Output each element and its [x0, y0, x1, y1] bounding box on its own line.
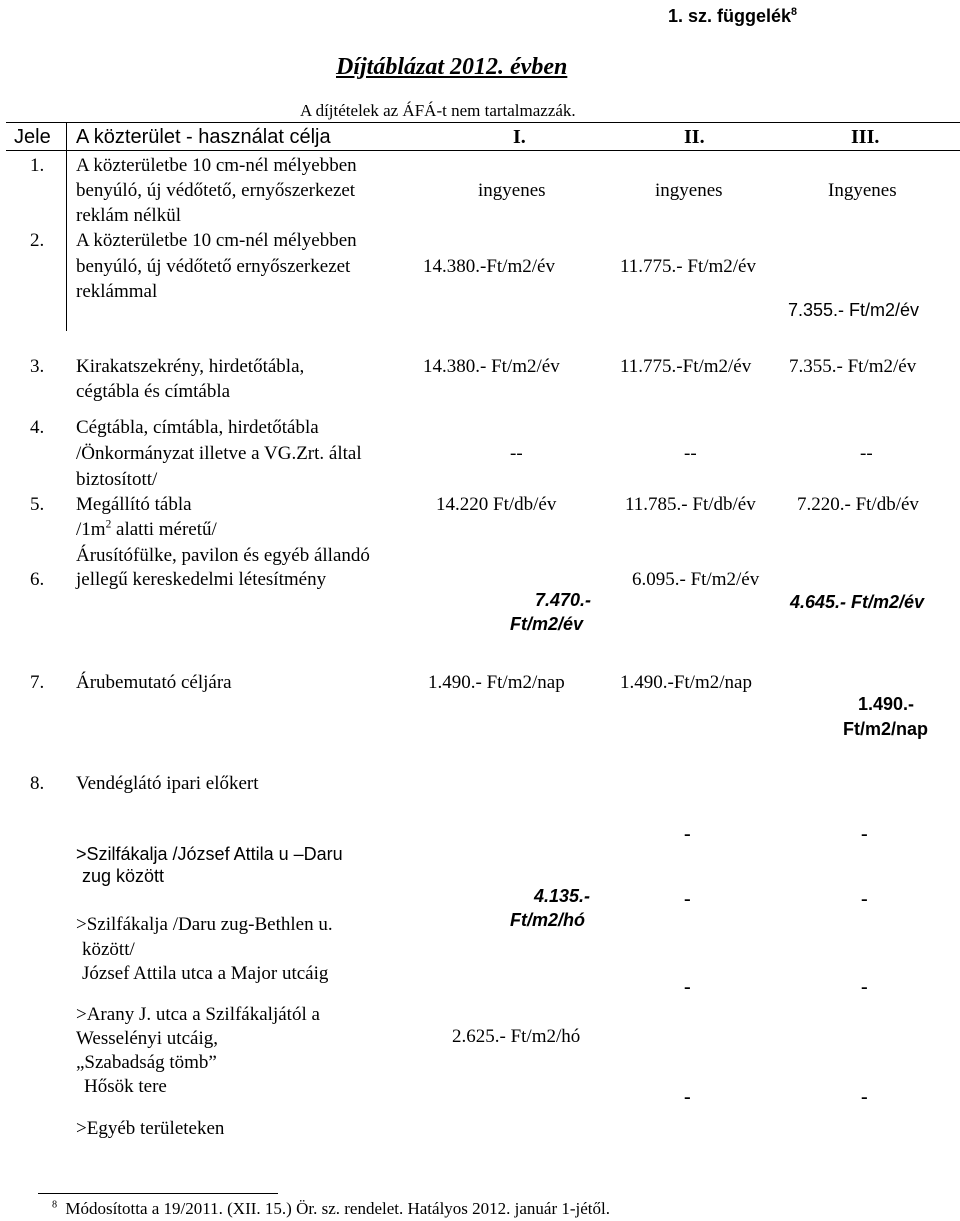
header-col-3: III. — [851, 126, 880, 148]
fee-col-2: ingyenes — [655, 180, 723, 201]
row-label-line: reklámmal — [76, 281, 158, 302]
footnote-text: Módosította a 19/2011. (XII. 15.) Ör. sz. rendelet. Hatályos 2012. január 1-jétől. — [65, 1199, 611, 1218]
fee-col-3: 1.490.- — [858, 694, 915, 714]
row-label-line: A közterületbe 10 cm-nél mélyebben — [76, 230, 357, 251]
fee-col-2: -- — [684, 443, 697, 464]
fee-col-3-dash: - — [861, 888, 868, 910]
fee-col-3: Ft/m2/nap — [843, 719, 929, 739]
row-number: 6. — [30, 569, 45, 590]
row-label-line: Cégtábla, címtábla, hirdetőtábla — [76, 417, 319, 438]
fee-col-3: Ingyenes — [828, 180, 897, 201]
subarea-line: Wesselényi utcáig, — [76, 1028, 218, 1049]
fee-col-2: 6.095.- Ft/m2/év — [632, 569, 760, 590]
subarea-line: >Egyéb területeken — [76, 1118, 225, 1139]
fee-col-2: 11.775.-Ft/m2/év — [620, 356, 752, 377]
table-col-divider — [66, 123, 67, 331]
row-label-line: Vendéglátó ipari előkert — [76, 773, 259, 794]
fee-col-1: 2.625.- Ft/m2/hó — [452, 1026, 581, 1047]
row-label-line: benyúló, új védőtető, ernyőszerkezet — [76, 180, 356, 201]
row-label-line: benyúló, új védőtető ernyőszerkezet — [76, 256, 351, 277]
fee-col-3: -- — [860, 443, 873, 464]
fee-col-3-dash: - — [861, 976, 868, 998]
table-top-border — [6, 122, 960, 123]
row-number: 2. — [30, 230, 45, 251]
header-purpose: A közterület - használat célja — [76, 126, 331, 148]
appendix-label: 1. sz. függelék$^8$ — [668, 6, 798, 26]
row-label-line: A közterületbe 10 cm-nél mélyebben — [76, 155, 357, 176]
fee-col-1: 4.135.- — [534, 886, 591, 906]
fee-col-2-dash: - — [684, 976, 691, 998]
row-number: 5. — [30, 494, 45, 515]
fee-col-3-dash: - — [861, 823, 868, 845]
subarea-line: Hősök tere — [84, 1076, 167, 1097]
appendix-footnote-mark: 8 — [791, 6, 798, 18]
row-number: 7. — [30, 672, 45, 693]
fee-col-1: ingyenes — [478, 180, 546, 201]
header-col-1: I. — [513, 126, 526, 148]
row-label-line: Árusítófülke, pavilon és egyéb állandó — [76, 545, 370, 566]
fee-col-2: 11.775.- Ft/m2/év — [620, 256, 756, 277]
fee-col-1: 14.220 Ft/db/év — [436, 494, 557, 515]
row-label-line: /Önkormányzat illetve a VG.Zrt. által — [76, 443, 362, 464]
row-label-line: reklám nélkül — [76, 205, 181, 226]
subarea-line: >Szilfákalja /Daru zug-Bethlen u. — [76, 914, 333, 935]
row-label-line: cégtábla és címtábla — [76, 381, 231, 402]
subarea-line: >Arany J. utca a Szilfákaljától a — [76, 1004, 320, 1025]
fee-col-1: Ft/m2/hó — [510, 910, 585, 930]
fee-col-1: 14.380.-Ft/m2/év — [423, 256, 555, 277]
fee-col-1: -- — [510, 443, 523, 464]
row-label-line: $/1m^2$ alatti méretű/ — [76, 518, 217, 540]
footnote — [52, 1199, 610, 1219]
row-label-line: Árubemutató céljára — [76, 672, 232, 693]
subarea-line: között/ — [82, 939, 135, 960]
fee-col-1: 14.380.- Ft/m2/év — [423, 356, 560, 377]
subarea-line: „Szabadság tömb” — [76, 1052, 217, 1073]
fee-col-2: 1.490.-Ft/m2/nap — [620, 672, 752, 693]
fee-col-3: 7.355.- Ft/m2/év — [789, 356, 917, 377]
header-code: Jele — [14, 126, 51, 148]
table-header-divider — [6, 150, 960, 151]
fee-col-1: Ft/m2/év — [510, 614, 584, 634]
row-label-line: biztosított/ — [76, 469, 158, 490]
subarea-line: József Attila utca a Major utcáig — [82, 963, 329, 984]
fee-col-3: 7.220.- Ft/db/év — [797, 494, 919, 515]
fee-col-2-dash: - — [684, 823, 691, 845]
row-label-line: Megállító tábla — [76, 494, 192, 515]
vat-note: A díjtételek az ÁFÁ-t nem tartalmazzák. — [300, 101, 576, 120]
fee-col-3: 4.645.- Ft/m2/év — [790, 592, 925, 612]
row-number: 4. — [30, 417, 45, 438]
fee-col-3: 7.355.- Ft/m2/év — [788, 300, 920, 320]
row-number: 1. — [30, 155, 45, 176]
fee-col-1: 1.490.- Ft/m2/nap — [428, 672, 565, 693]
fee-col-2: 11.785.- Ft/db/év — [625, 494, 756, 515]
row-number: 3. — [30, 356, 45, 377]
fee-col-2-dash: - — [684, 888, 691, 910]
fee-col-3-dash: - — [861, 1086, 868, 1108]
subarea-line: zug között — [82, 866, 165, 886]
fee-col-1: 7.470.- — [535, 590, 592, 610]
subarea-line: >Szilfákalja /József Attila u –Daru — [76, 844, 343, 864]
footnote-separator — [38, 1193, 278, 1194]
page-title: Díjtáblázat 2012. évben — [336, 54, 568, 80]
row-number: 8. — [30, 773, 45, 794]
row-label-line: jellegű kereskedelmi létesítmény — [76, 569, 327, 590]
fee-col-2-dash: - — [684, 1086, 691, 1108]
footnote-mark: 8 — [52, 1199, 58, 1211]
header-col-2: II. — [684, 126, 705, 148]
row-label-line: Kirakatszekrény, hirdetőtábla, — [76, 356, 305, 377]
